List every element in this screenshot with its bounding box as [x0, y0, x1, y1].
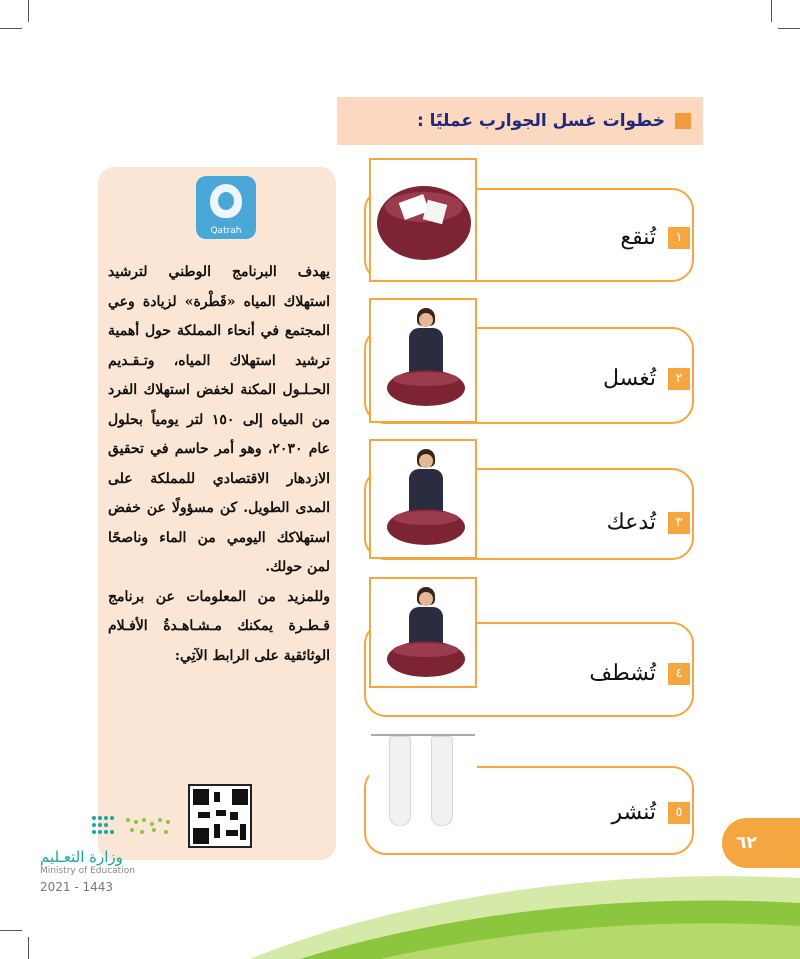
decorative-swoosh: [0, 858, 800, 959]
sidebar-paragraph: وللمزيد من المعلومات عن برنامج قـطـرة يمكنك مـشـاهـدةُ الأفـلام الوثائقية على الرابط الآتِي:: [108, 588, 330, 664]
ministry-name-english: Ministry of Education: [40, 866, 135, 876]
step-number-badge: ٣: [668, 512, 690, 534]
crop-mark: [778, 28, 800, 29]
step-word: تُنشر: [611, 800, 656, 825]
logo-label: Qatrah: [210, 226, 242, 236]
step-number-badge: ٥: [668, 802, 690, 824]
step-word: تُنقع: [620, 225, 656, 250]
page-number: ٦٢: [722, 818, 800, 868]
step-number-badge: ٢: [668, 368, 690, 390]
edition-year: 2021 - 1443: [40, 880, 114, 894]
step-word: تُشطف: [589, 661, 656, 686]
step-label: [0, 366, 800, 391]
ministry-name-arabic: وزارة التعـليم: [40, 848, 123, 866]
step-word: تُدعك: [606, 510, 656, 535]
sidebar-text: [108, 258, 330, 671]
step-photo: [369, 298, 477, 423]
step-photo: [369, 439, 477, 559]
crop-mark: [771, 0, 772, 22]
sidebar-paragraph: يهدف البرنامج الوطني لترشيد استهلاك المياه «قَطْرة» لزيادة وعي المجتمع في أنحاء المملكة حول أهمية ترشيد استهلاك المياه، وتـقـديم الحـلـول المكنة لخفض استهلاك الفرد من المياه إلى ١٥٠ لتر يومياً بحلول عام ٢٠٣٠، وهو أمر حاسم في تحقيق الازدهار الاقتصادي للمملكة على المدى الطويل. كن مسؤولًا عن خفض استهلاكك اليومي من الماء وناصحًا لمن حولك.: [108, 264, 330, 575]
section-header: [337, 97, 703, 145]
step-word: تُغسل: [602, 366, 656, 391]
step-number-badge: ١: [668, 227, 690, 249]
bullet-square-icon: [675, 113, 691, 129]
section-title: خطوات غسل الجوارب عمليًا :: [416, 111, 665, 131]
step-number-badge: ٤: [668, 663, 690, 685]
step-label: [0, 225, 800, 250]
step-label: [0, 510, 800, 535]
step-label: [0, 661, 800, 686]
step-photo: [369, 158, 477, 282]
crop-mark: [0, 28, 22, 29]
crop-mark: [28, 0, 29, 22]
ministry-logo-icon: [88, 810, 178, 840]
